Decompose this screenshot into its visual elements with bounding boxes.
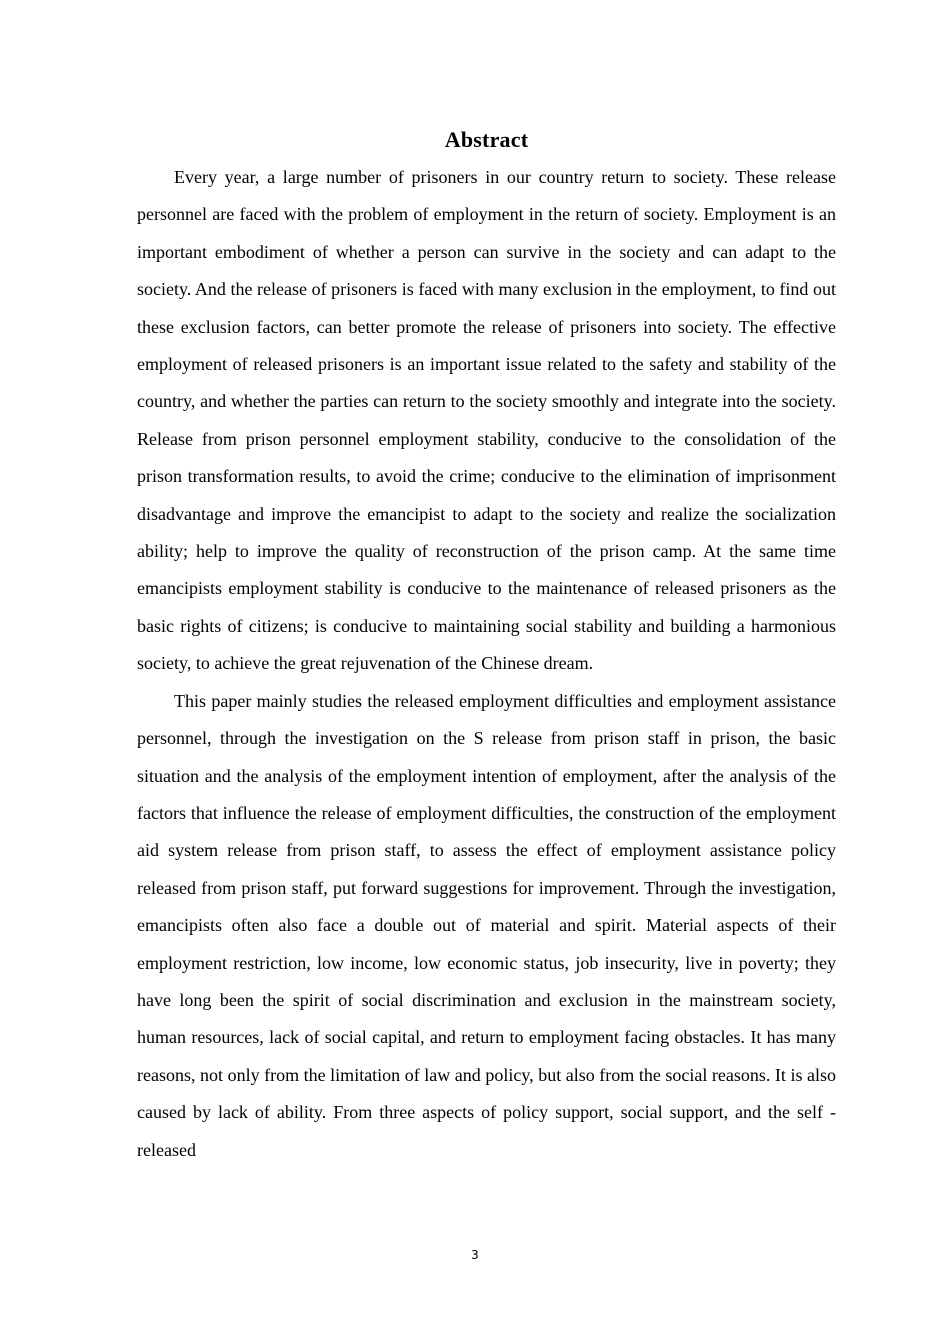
document-page xyxy=(137,124,836,1169)
abstract-paragraph-1: Every year, a large number of prisoners in our country return to society. These release personnel are faced with the problem of employment in the return of society. Employment is an important embodiment of whether a person can survive in the society and can adapt to the society. And the release of prisoners is faced with many exclusion in the employment, to find out these exclusion factors, can better promote the release of prisoners into society. The effective employment of released prisoners is an important issue related to the safety and stability of the country, and whether the parties can return to the society smoothly and integrate into the society. Release from prison personnel employment stability, conducive to the consolidation of the prison transformation results, to avoid the crime; conducive to the elimination of imprisonment disadvantage and improve the emancipist to adapt to the society and realize the socialization ability; help to improve the quality of reconstruction of the prison camp. At the same time emancipists employment stability is conducive to the maintenance of released prisoners as the basic rights of citizens; is conducive to maintaining social stability and building a harmonious society, to achieve the great rejuvenation of the Chinese dream. xyxy=(137,167,836,674)
page-number: 3 xyxy=(471,1248,479,1262)
abstract-paragraph-2: This paper mainly studies the released employment difficulties and employment assistance personnel, through the investigation on the S release from prison staff in prison, the basic situation and the analysis of the employment intention of employment, after the analysis of the factors that influence the release of employment difficulties, the construction of the employment aid system release from prison staff, to assess the effect of employment assistance policy released from prison staff, put forward suggestions for improvement. Through the investigation, emancipists often also face a double out of material and spirit. Material aspects of their employment restriction, low income, low economic status, job insecurity, live in poverty; they have long been the spirit of social discrimination and exclusion in the mainstream society, human resources, lack of social capital, and return to employment facing obstacles. It has many reasons, not only from the limitation of law and policy, but also from the social reasons. It is also caused by lack of ability. From three aspects of policy support, social support, and the self - released xyxy=(137,690,836,1160)
abstract-title: Abstract xyxy=(444,127,529,152)
